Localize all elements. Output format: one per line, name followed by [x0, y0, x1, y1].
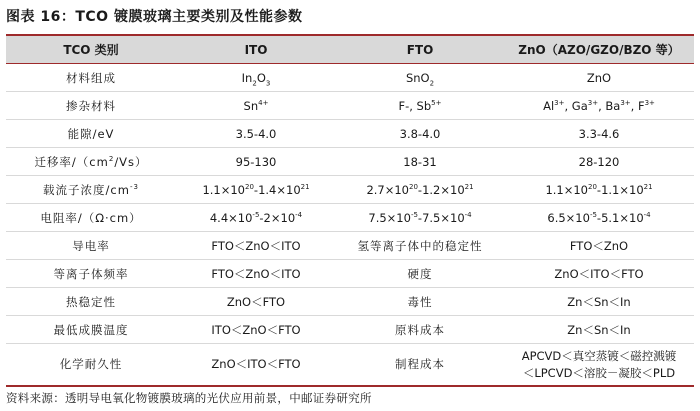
header-fto: FTO — [336, 35, 504, 64]
table-cell: FTO＜ZnO＜ITO — [176, 260, 336, 288]
table-cell: ZnO＜ITO＜FTO — [176, 344, 336, 387]
table-row — [6, 176, 694, 204]
table-row — [6, 232, 694, 260]
row-label-cell: 最低成膜温度 — [6, 316, 176, 344]
table-cell: $Sn^{4+}$ — [176, 92, 336, 120]
table-cell: F-, $Sb^{5+}$ — [336, 92, 504, 120]
table-row — [6, 120, 694, 148]
table-cell: Zn＜Sn＜In — [504, 316, 694, 344]
row-label-cell: 材料组成 — [6, 64, 176, 92]
table-cell: 原料成本 — [336, 316, 504, 344]
table-row — [6, 316, 694, 344]
table-cell: FTO＜ZnO＜ITO — [176, 232, 336, 260]
table-cell: 毒性 — [336, 288, 504, 316]
table-cell: 制程成本 — [336, 344, 504, 387]
row-label-cell: 热稳定性 — [6, 288, 176, 316]
table-row — [6, 260, 694, 288]
row-label-cell: 掺杂材料 — [6, 92, 176, 120]
table-row — [6, 288, 694, 316]
table-cell: $6.5\times 10^{-5}-5.1\times 10^{-4}$ — [504, 204, 694, 232]
table-row — [6, 344, 694, 387]
row-label-cell: 迁移率$/(cm^2/Vs)$ — [6, 148, 176, 176]
table-cell: 28-120 — [504, 148, 694, 176]
table-cell: $7.5\times 10^{-5}-7.5\times 10^{-4}$ — [336, 204, 504, 232]
table-cell: SnO$_2$ — [336, 64, 504, 92]
table-cell: $In_2O_3$ — [176, 64, 336, 92]
table-cell: 3.3-4.6 — [504, 120, 694, 148]
table-cell: 18-31 — [336, 148, 504, 176]
table-cell: $Al^{3+}$, $Ga^{3+}$, $Ba^{3+}$, $F^{3+}$ — [504, 92, 694, 120]
table-cell: ZnO — [504, 64, 694, 92]
table-cell: ZnO＜ITO＜FTO — [504, 260, 694, 288]
row-label-cell: 载流子浓度$/cm^{-3}$ — [6, 176, 176, 204]
source-note: 资料来源：透明导电氧化物镀膜玻璃的光伏应用前景，中邮证券研究所 — [6, 391, 372, 405]
table-cell: $2.7\times 10^{20}-1.2\times 10^{21}$ — [336, 176, 504, 204]
table-cell: ITO＜ZnO＜FTO — [176, 316, 336, 344]
table-row — [6, 64, 694, 92]
table-cell: Zn＜Sn＜In — [504, 288, 694, 316]
row-label-cell: 等离子体频率 — [6, 260, 176, 288]
table-cell: $1.1\times 10^{20}-1.1\times 10^{21}$ — [504, 176, 694, 204]
table-row — [6, 148, 694, 176]
row-label-cell: 电阻率/（Ω·cm） — [6, 204, 176, 232]
row-label-cell: 导电率 — [6, 232, 176, 260]
table-cell: 3.5-4.0 — [176, 120, 336, 148]
figure-title: 图表 16：TCO 镀膜玻璃主要类别及性能参数 — [6, 9, 303, 25]
row-label-cell: 能隙/eV — [6, 120, 176, 148]
table-body — [6, 64, 694, 387]
table-cell: 氢等离子体中的稳定性 — [336, 232, 504, 260]
table-cell: FTO＜ZnO — [504, 232, 694, 260]
table-cell: $4.4\times 10^{-5}-2\times 10^{-4}$ — [176, 204, 336, 232]
header-ito: ITO — [176, 35, 336, 64]
table-row — [6, 92, 694, 120]
table-cell: 3.8-4.0 — [336, 120, 504, 148]
table-cell: APCVD＜真空蒸镀＜磁控溅镀 ＜LPCVD＜溶胶－凝胶＜PLD — [504, 344, 694, 387]
table-cell: 硬度 — [336, 260, 504, 288]
table-cell: ZnO＜FTO — [176, 288, 336, 316]
table-cell: 95-130 — [176, 148, 336, 176]
row-label-cell: 化学耐久性 — [6, 344, 176, 387]
header-zno: ZnO（AZO/GZO/BZO 等） — [504, 35, 694, 64]
table-cell: $1.1\times 10^{20}-1.4\times 10^{21}$ — [176, 176, 336, 204]
tco-parameters-table — [6, 34, 694, 387]
table-row — [6, 204, 694, 232]
table-header-row — [6, 35, 694, 64]
header-tco-category: TCO 类别 — [6, 35, 176, 64]
